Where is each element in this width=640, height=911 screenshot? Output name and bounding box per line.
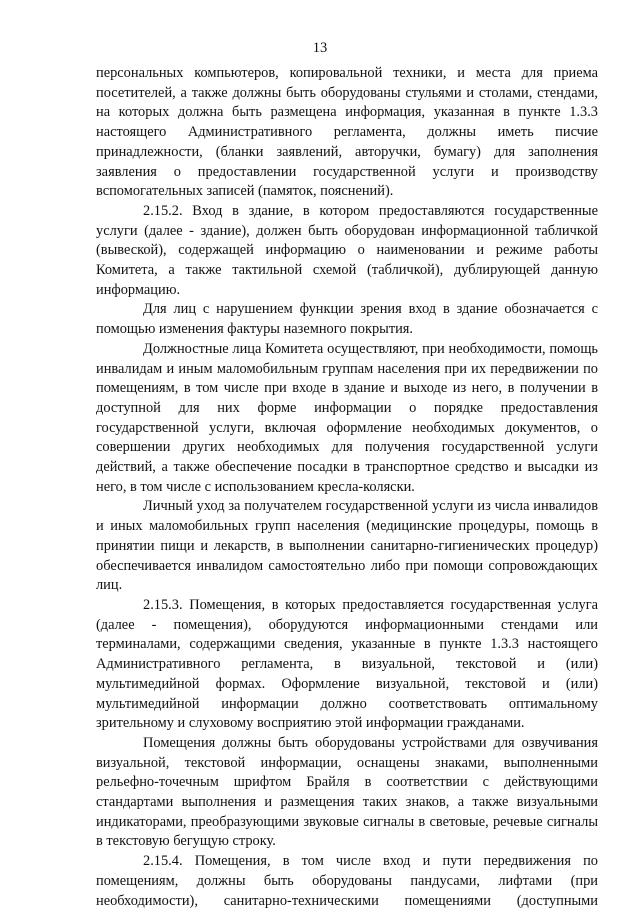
paragraph-2-15-4: 2.15.4. Помещения, в том числе вход и пути передвижения по помещениям, должны быть оборудованы пандусами, лифтами (при необходимости), санитарно-техническими помещениями (доступными (96, 853, 598, 909)
paragraph-personal-care: Личный уход за получателем государственной услуги из числа инвалидов и иных маломобильных групп населения (медицинские процедуры, помощь в принятии пищи и лекарств, в выполнении санитарно-гигиенических процедур) обеспечивается инвалидом самостоятельно либо при помощи сопровождающих лиц. (96, 498, 598, 594)
paragraph-2-15-3: 2.15.3. Помещения, в которых предоставляется государственная услуга (далее - помещения), оборудуются информационными стендами или терминалами, содержащими сведения, указанные в пункте 1.3.3 настоящего Административного регламента, в визуальной, текстовой и (или) мультимедийной формах. Оформление визуальной, текстовой и (или) мультимедийной информации должно соответствовать оптимальному зрительному и слуховому восприятию этой информации гражданами. (96, 596, 598, 732)
paragraph-2-15-2: 2.15.2. Вход в здание, в котором предоставляются государственные услуги (далее - здание), должен быть оборудован информационной табличкой (вывеской), содержащей информацию о наименовании и режиме работы Комитета, а также тактильной схемой (табличкой), дублирующей данную информацию. (96, 202, 598, 298)
document-body (96, 64, 598, 911)
paragraph-vision-impaired-entrance: Для лиц с нарушением функции зрения вход в здание обозначается с помощью изменения фактуры наземного покрытия. (96, 301, 598, 338)
paragraph-continuation: персональных компьютеров, копировальной техники, и места для приема посетителей, а также должны быть оборудованы стульями и столами, стендами, на которых должна быть размещена информация, указанная в пункте 1.3.3 настоящего Административного регламента, должны иметь писчие принадлежности, (бланки заявлений, авторучки, бумагу) для заполнения заявления о предоставлении государственной услуги и производству вспомогательных записей (памяток, пояснений). (96, 65, 598, 200)
paragraph-officials-assistance: Должностные лица Комитета осуществляют, при необходимости, помощь инвалидам и иным маломобильным группам населения при их передвижении по помещениям, в том числе при входе в здание и выходе из него, в получении в доступной для них форме информации о порядке предоставления государственной услуги, включая оформление необходимых документов, о совершении других необходимых для получения государственной услуги действий, а также обеспечение посадки в транспортное средство и высадки из него, в том числе с использованием кресла-коляски. (96, 340, 598, 495)
page-number: 13 (312, 40, 328, 56)
paragraph-sound-and-braille-devices: Помещения должны быть оборудованы устройствами для озвучивания визуальной, текстовой информации, оснащены знаками, выполненными рельефно-точечным шрифтом Брайля в соответствии с действующими стандартами выполнения и размещения таких знаков, а также визуальными индикаторами, преобразующими звуковые сигналы в световые, речевые сигналы в текстовую бегущую строку. (96, 734, 598, 850)
